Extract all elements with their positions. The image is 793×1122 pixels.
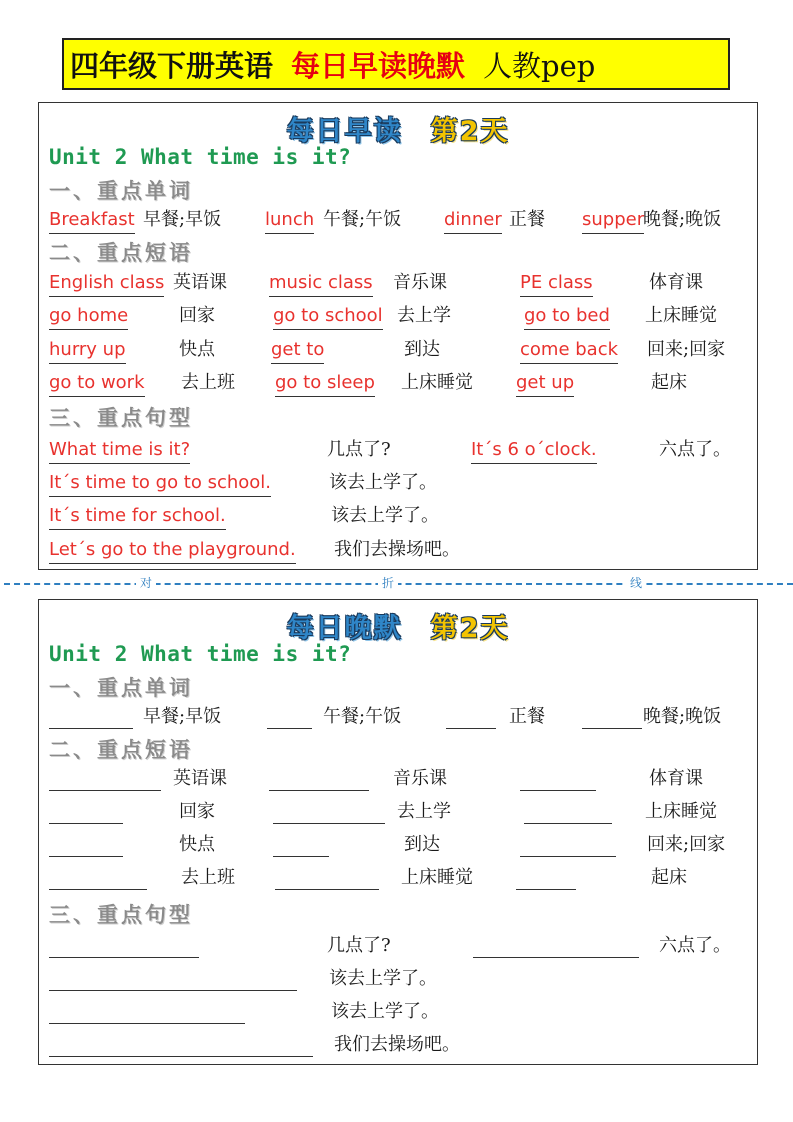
unit-heading: Unit 2 What time is it?: [49, 642, 352, 666]
phrase-en: go to school: [273, 303, 383, 330]
phrase-zh: 体育课: [649, 768, 703, 789]
section-words-heading: 一、重点单词: [49, 675, 193, 700]
sentences-row: [39, 1032, 757, 1060]
phrase-zh: 体育课: [649, 272, 703, 293]
page-banner: [62, 38, 730, 90]
sentence-zh: 我们去操场吧。: [334, 539, 460, 560]
phrase-zh: 英语课: [173, 272, 227, 293]
fold-label: 线: [626, 574, 646, 591]
sentences-row: [39, 966, 757, 994]
word-zh: 午餐;午饭: [323, 209, 402, 230]
section-sentences-heading: 三、重点句型: [49, 902, 193, 927]
phrase-en: get up: [516, 370, 574, 397]
answer-blank[interactable]: [269, 766, 369, 791]
phrases-row: [39, 799, 757, 827]
phrase-zh: 快点: [179, 339, 215, 360]
sentence-zh: 该去上学了。: [331, 1001, 439, 1022]
phrase-en: come back: [520, 337, 618, 364]
word-en: dinner: [444, 207, 502, 234]
banner-title: 每日早读晚默: [291, 48, 466, 83]
answer-blank[interactable]: [49, 766, 161, 791]
card-day: 第2天: [430, 116, 510, 147]
phrase-zh: 上床睡觉: [645, 305, 717, 326]
sentence-zh: 该去上学了。: [329, 968, 437, 989]
answer-blank[interactable]: [273, 832, 329, 857]
answer-blank[interactable]: [49, 1032, 313, 1057]
word-zh: 正餐: [509, 209, 545, 230]
phrase-zh: 去上班: [181, 867, 235, 888]
phrase-zh: 英语课: [173, 768, 227, 789]
sentences-row: [39, 503, 757, 531]
phrase-zh: 音乐课: [393, 768, 447, 789]
answer-blank[interactable]: [49, 966, 297, 991]
fold-label: 折: [378, 574, 398, 591]
phrase-en: music class: [269, 270, 373, 297]
word-zh: 午餐;午饭: [323, 706, 402, 727]
phrase-zh: 到达: [404, 339, 440, 360]
answer-blank[interactable]: [473, 933, 639, 958]
card-title: [39, 606, 757, 645]
sentence-zh: 该去上学了。: [329, 472, 437, 493]
fold-label: 对: [136, 574, 156, 591]
phrase-zh: 回来;回家: [647, 339, 726, 360]
sentence-zh: 几点了?: [327, 439, 391, 460]
fold-line: [0, 578, 793, 590]
phrase-zh: 去上学: [397, 801, 451, 822]
answer-blank[interactable]: [446, 704, 496, 729]
phrases-row: [39, 832, 757, 860]
phrases-row: [39, 370, 757, 398]
phrases-row: [39, 270, 757, 298]
phrase-zh: 去上学: [397, 305, 451, 326]
sentence-en: It´s 6 o´clock.: [471, 437, 597, 464]
sentence-zh: 六点了。: [659, 439, 731, 460]
sentences-row: [39, 999, 757, 1027]
phrase-zh: 音乐课: [393, 272, 447, 293]
morning-reading-card: [38, 102, 758, 570]
answer-blank[interactable]: [582, 704, 642, 729]
phrases-row: [39, 766, 757, 794]
phrase-zh: 快点: [179, 834, 215, 855]
answer-blank[interactable]: [49, 999, 245, 1024]
answer-blank[interactable]: [520, 766, 596, 791]
answer-blank[interactable]: [516, 865, 576, 890]
answer-blank[interactable]: [49, 832, 123, 857]
card-title-text: 每日晚默: [286, 613, 403, 644]
section-phrases-heading: 二、重点短语: [49, 737, 193, 762]
sentences-row: [39, 470, 757, 498]
banner-grade: 四年级下册英语: [70, 48, 274, 83]
sentence-en: Let´s go to the playground.: [49, 537, 296, 564]
word-en: Breakfast: [49, 207, 135, 234]
phrase-zh: 上床睡觉: [401, 867, 473, 888]
phrase-zh: 起床: [651, 867, 687, 888]
answer-blank[interactable]: [275, 865, 379, 890]
phrases-row: [39, 303, 757, 331]
section-sentences-heading: 三、重点句型: [49, 405, 193, 430]
word-zh: 正餐: [509, 706, 545, 727]
card-title-text: 每日早读: [286, 116, 403, 147]
evening-dictation-card: [38, 599, 758, 1065]
card-title: [39, 109, 757, 148]
phrase-zh: 起床: [651, 372, 687, 393]
sentence-en: It´s time to go to school.: [49, 470, 271, 497]
word-zh: 晚餐;晚饭: [643, 209, 722, 230]
answer-blank[interactable]: [49, 704, 133, 729]
phrase-en: go to work: [49, 370, 145, 397]
sentence-en: It´s time for school.: [49, 503, 226, 530]
phrase-en: go to bed: [524, 303, 610, 330]
word-en: supper: [582, 207, 644, 234]
phrase-zh: 上床睡觉: [645, 801, 717, 822]
phrase-zh: 去上班: [181, 372, 235, 393]
sentence-zh: 我们去操场吧。: [334, 1034, 460, 1055]
answer-blank[interactable]: [524, 799, 612, 824]
phrase-zh: 回来;回家: [647, 834, 726, 855]
sentences-row: [39, 933, 757, 961]
phrase-en: English class: [49, 270, 164, 297]
phrase-en: get to: [271, 337, 324, 364]
words-row: [39, 704, 757, 732]
word-zh: 早餐;早饭: [143, 209, 222, 230]
word-zh: 晚餐;晚饭: [643, 706, 722, 727]
phrase-en: go home: [49, 303, 128, 330]
banner-edition: 人教pep: [483, 48, 596, 83]
phrase-en: PE class: [520, 270, 593, 297]
sentence-en: What time is it?: [49, 437, 190, 464]
phrase-zh: 回家: [179, 801, 215, 822]
sentences-row: [39, 537, 757, 565]
phrase-en: go to sleep: [275, 370, 375, 397]
word-en: lunch: [265, 207, 314, 234]
section-phrases-heading: 二、重点短语: [49, 240, 193, 265]
section-words-heading: 一、重点单词: [49, 178, 193, 203]
sentences-row: [39, 437, 757, 465]
answer-blank[interactable]: [520, 832, 616, 857]
unit-heading: Unit 2 What time is it?: [49, 145, 352, 169]
card-day: 第2天: [430, 613, 510, 644]
answer-blank[interactable]: [49, 933, 199, 958]
sentence-zh: 几点了?: [327, 935, 391, 956]
word-zh: 早餐;早饭: [143, 706, 222, 727]
phrase-en: hurry up: [49, 337, 126, 364]
sentence-zh: 六点了。: [659, 935, 731, 956]
words-row: [39, 207, 757, 235]
answer-blank[interactable]: [49, 799, 123, 824]
answer-blank[interactable]: [267, 704, 312, 729]
phrase-zh: 上床睡觉: [401, 372, 473, 393]
phrases-row: [39, 337, 757, 365]
answer-blank[interactable]: [49, 865, 147, 890]
phrase-zh: 回家: [179, 305, 215, 326]
answer-blank[interactable]: [273, 799, 385, 824]
fold-dashed-line: [4, 583, 793, 585]
phrases-row: [39, 865, 757, 893]
sentence-zh: 该去上学了。: [331, 505, 439, 526]
phrase-zh: 到达: [404, 834, 440, 855]
